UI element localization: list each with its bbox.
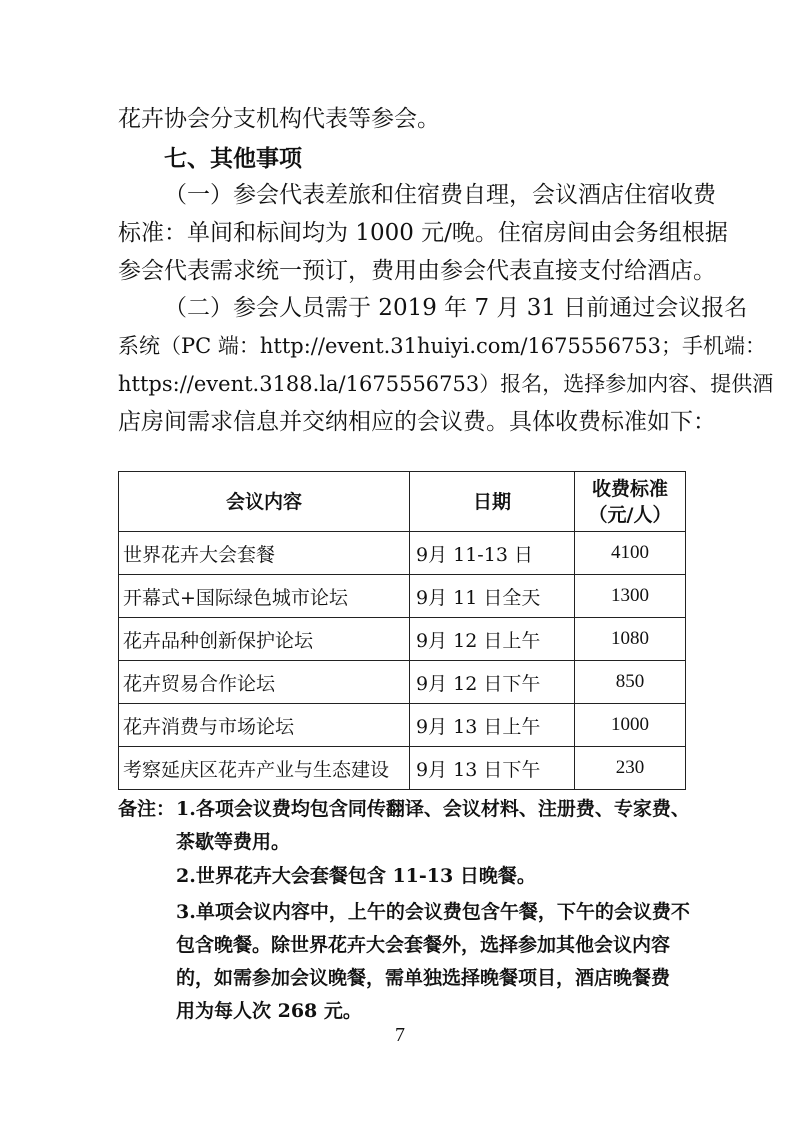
cell-content: 世界花卉大会套餐	[119, 532, 410, 575]
cell-content: 花卉消费与市场论坛	[119, 704, 410, 747]
paragraph-line: 标准：单间和标间均为 1000 元/晚。住宿房间由会务组根据	[118, 220, 728, 246]
table-row	[119, 618, 686, 661]
cell-fee: 4100	[575, 532, 686, 575]
header-date: 日期	[410, 472, 575, 532]
cell-content: 考察延庆区花卉产业与生态建设	[119, 747, 410, 790]
note-3-line: 的，如需参加会议晚餐，需单独选择晚餐项目，酒店晚餐费	[176, 967, 671, 989]
header-content: 会议内容	[119, 472, 410, 532]
paragraph-line: 花卉协会分支机构代表等参会。	[118, 106, 440, 132]
table-row	[119, 747, 686, 790]
cell-date: 9月 13 日下午	[410, 747, 575, 790]
cell-fee: 850	[575, 661, 686, 704]
paragraph-line: https://event.3188.la/1675556753）报名，选择参加内容、提供酒	[118, 372, 774, 396]
cell-date: 9月 11-13 日	[410, 532, 575, 575]
cell-date: 9月 13 日上午	[410, 704, 575, 747]
paragraph-line: 店房间需求信息并交纳相应的会议费。具体收费标准如下：	[118, 409, 716, 435]
cell-fee: 230	[575, 747, 686, 790]
note-1-line: 茶歇等费用。	[176, 831, 291, 853]
table-row	[119, 532, 686, 575]
paragraph-line: 参会代表需求统一预订，费用由参会代表直接支付给酒店。	[118, 258, 716, 284]
note-3-line: 用为每人次 268 元。	[176, 1000, 362, 1022]
table-row	[119, 661, 686, 704]
header-fee-line1: 收费标准	[591, 477, 668, 500]
table-row	[119, 704, 686, 747]
note-3-line: 包含晚餐。除世界花卉大会套餐外，选择参加其他会议内容	[176, 934, 671, 956]
cell-content: 花卉品种创新保护论坛	[119, 618, 410, 661]
table-header-row	[119, 472, 686, 532]
cell-date: 9月 12 日下午	[410, 661, 575, 704]
paragraph-line: （二）参会人员需于 2019 年 7 月 31 日前通过会议报名	[164, 295, 748, 321]
section-title: 七、其他事项	[164, 145, 302, 172]
page-number: 7	[395, 1024, 405, 1046]
note-1-line: 1.各项会议费均包含同传翻译、会议材料、注册费、专家费、	[176, 798, 690, 820]
cell-fee: 1300	[575, 575, 686, 618]
paragraph-line: 系统（PC 端：http://event.31huiyi.com/1675556753；手机端：	[118, 334, 767, 358]
paragraph-line: （一）参会代表差旅和住宿费自理，会议酒店住宿收费	[164, 182, 716, 208]
table-row	[119, 575, 686, 618]
header-fee	[575, 472, 686, 532]
fee-table	[118, 471, 686, 790]
notes-label: 备注：	[118, 798, 176, 820]
cell-date: 9月 12 日上午	[410, 618, 575, 661]
note-3-line: 3.单项会议内容中，上午的会议费包含午餐，下午的会议费不	[176, 901, 690, 923]
cell-fee: 1000	[575, 704, 686, 747]
cell-content: 开幕式+国际绿色城市论坛	[119, 575, 410, 618]
cell-date: 9月 11 日全天	[410, 575, 575, 618]
header-fee-line2: （元/人）	[588, 503, 672, 526]
cell-content: 花卉贸易合作论坛	[119, 661, 410, 704]
cell-fee: 1080	[575, 618, 686, 661]
note-2-line: 2.世界花卉大会套餐包含 11-13 日晚餐。	[176, 865, 536, 887]
